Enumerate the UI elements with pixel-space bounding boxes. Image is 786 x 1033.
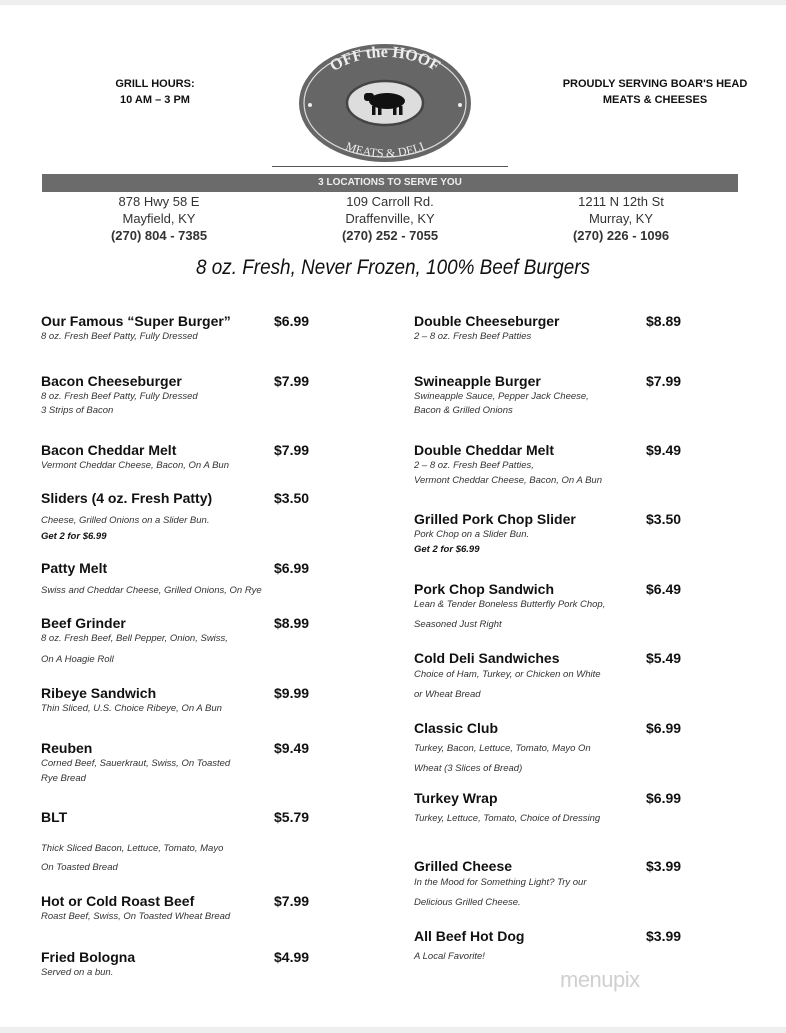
item-price: $6.99 <box>646 790 682 806</box>
item-description: Rye Bread <box>41 773 86 784</box>
item-price: $5.79 <box>274 809 310 825</box>
item-price: $3.50 <box>274 490 310 506</box>
location-phone: (270) 252 - 7055 <box>341 228 439 243</box>
item-description: 8 oz. Fresh Beef Patty, Fully Dressed <box>41 391 198 402</box>
item-description: Thin Sliced, U.S. Choice Ribeye, On A Bun <box>41 703 222 714</box>
location-phone: (270) 804 - 7385 <box>110 228 208 243</box>
item-name: Patty Melt <box>41 560 108 576</box>
item-description: Corned Beef, Sauerkraut, Swiss, On Toasted <box>41 758 231 769</box>
location-city: Murray, KY <box>588 211 654 226</box>
item-description: In the Mood for Something Light? Try our <box>414 877 587 888</box>
item-name: Sliders (4 oz. Fresh Patty) <box>41 490 213 506</box>
item-deal: Get 2 for $6.99 <box>41 531 107 542</box>
off-the-hoof-logo <box>298 43 472 163</box>
item-price: $3.99 <box>646 858 682 874</box>
item-description: Pork Chop on a Slider Bun. <box>414 529 530 540</box>
item-price: $6.99 <box>274 313 310 329</box>
item-description: Turkey, Lettuce, Tomato, Choice of Dressing <box>414 813 601 824</box>
item-description: 8 oz. Fresh Beef Patty, Fully Dressed <box>41 331 198 342</box>
logo-bottom-text: MEATS & DELI <box>343 138 427 161</box>
item-description: Swineapple Sauce, Pepper Jack Cheese, <box>414 391 589 402</box>
item-name: Cold Deli Sandwiches <box>414 650 560 666</box>
item-name: Double Cheeseburger <box>414 313 560 329</box>
location-city: Draffenville, KY <box>345 211 435 226</box>
item-name: Turkey Wrap <box>414 790 498 806</box>
item-price: $7.99 <box>274 442 310 458</box>
item-description: Turkey, Bacon, Lettuce, Tomato, Mayo On <box>414 743 591 754</box>
grill-hours-value: 10 AM – 3 PM <box>120 94 190 106</box>
item-description: Thick Sliced Bacon, Lettuce, Tomato, Mayo <box>41 843 224 854</box>
item-price: $9.49 <box>646 442 682 458</box>
item-description: Seasoned Just Right <box>414 619 502 630</box>
tagline: 8 oz. Fresh, Never Frozen, 100% Beef Burgers <box>196 256 590 279</box>
serving-line-1: PROUDLY SERVING BOAR'S HEAD <box>562 78 748 90</box>
item-description: Vermont Cheddar Cheese, Bacon, On A Bun <box>41 460 229 471</box>
item-description: On A Hoagie Roll <box>41 654 114 665</box>
item-name: All Beef Hot Dog <box>414 928 525 944</box>
location-draffenville <box>275 193 505 244</box>
logo-top-text: OFF the HOOF <box>327 43 443 76</box>
item-description: Choice of Ham, Turkey, or Chicken on White <box>414 669 601 680</box>
location-phone: (270) 226 - 1096 <box>572 228 670 243</box>
item-name: Double Cheddar Melt <box>414 442 555 458</box>
item-name: Bacon Cheddar Melt <box>41 442 177 458</box>
item-name: Classic Club <box>414 720 499 736</box>
item-price: $5.49 <box>646 650 682 666</box>
item-description: Swiss and Cheddar Cheese, Grilled Onions, On Rye <box>41 585 262 596</box>
item-name: Bacon Cheeseburger <box>41 373 182 389</box>
item-price: $7.99 <box>274 373 310 389</box>
item-name: Our Famous “Super Burger” <box>41 313 231 329</box>
item-description: Roast Beef, Swiss, On Toasted Wheat Bread <box>41 911 231 922</box>
item-name: Pork Chop Sandwich <box>414 581 555 597</box>
item-description: Served on a bun. <box>41 967 114 978</box>
item-description: or Wheat Bread <box>414 689 481 700</box>
item-price: $7.99 <box>646 373 682 389</box>
item-name: Reuben <box>41 740 93 756</box>
item-description: On Toasted Bread <box>41 862 118 873</box>
grill-hours-label: GRILL HOURS: <box>115 78 195 90</box>
item-description: 2 – 8 oz. Fresh Beef Patties, <box>414 460 534 471</box>
item-name: Grilled Pork Chop Slider <box>414 511 576 527</box>
serving-line-2: MEATS & CHEESES <box>602 94 708 106</box>
item-description: 8 oz. Fresh Beef, Bell Pepper, Onion, Swiss, <box>41 633 228 644</box>
item-deal: Get 2 for $6.99 <box>414 544 480 555</box>
item-description: Bacon & Grilled Onions <box>414 405 513 416</box>
item-name: BLT <box>41 809 68 825</box>
bottom-border <box>0 1027 786 1033</box>
location-street: 878 Hwy 58 E <box>118 194 200 209</box>
item-price: $8.89 <box>646 313 682 329</box>
item-price: $6.99 <box>274 560 310 576</box>
item-description: Delicious Grilled Cheese. <box>414 897 521 908</box>
item-price: $9.49 <box>274 740 310 756</box>
grill-hours <box>100 76 210 108</box>
item-name: Beef Grinder <box>41 615 126 631</box>
item-price: $9.99 <box>274 685 310 701</box>
item-description: 3 Strips of Bacon <box>41 405 114 416</box>
item-description: Cheese, Grilled Onions on a Slider Bun. <box>41 515 210 526</box>
boars-head-note <box>540 76 770 108</box>
divider-line <box>272 166 508 167</box>
locations-banner: 3 LOCATIONS TO SERVE YOU <box>42 174 738 192</box>
item-price: $6.99 <box>646 720 682 736</box>
top-border <box>0 0 786 5</box>
item-name: Swineapple Burger <box>414 373 541 389</box>
item-price: $3.99 <box>646 928 682 944</box>
watermark: menupix <box>560 967 640 992</box>
item-price: $3.50 <box>646 511 682 527</box>
item-price: $4.99 <box>274 949 310 965</box>
item-price: $7.99 <box>274 893 310 909</box>
item-name: Grilled Cheese <box>414 858 513 874</box>
item-description: A Local Favorite! <box>414 951 485 962</box>
location-mayfield <box>44 193 274 244</box>
item-name: Hot or Cold Roast Beef <box>41 893 195 909</box>
location-city: Mayfield, KY <box>122 211 196 226</box>
item-name: Ribeye Sandwich <box>41 685 157 701</box>
item-description: Vermont Cheddar Cheese, Bacon, On A Bun <box>414 475 602 486</box>
item-name: Fried Bologna <box>41 949 136 965</box>
item-price: $8.99 <box>274 615 310 631</box>
location-street: 109 Carroll Rd. <box>346 194 434 209</box>
location-street: 1211 N 12th St <box>578 194 664 209</box>
item-description: 2 – 8 oz. Fresh Beef Patties <box>414 331 532 342</box>
item-description: Lean & Tender Boneless Butterfly Pork Chop, <box>414 599 606 610</box>
item-price: $6.49 <box>646 581 682 597</box>
item-description: Wheat (3 Slices of Bread) <box>414 763 523 774</box>
location-murray <box>506 193 736 244</box>
